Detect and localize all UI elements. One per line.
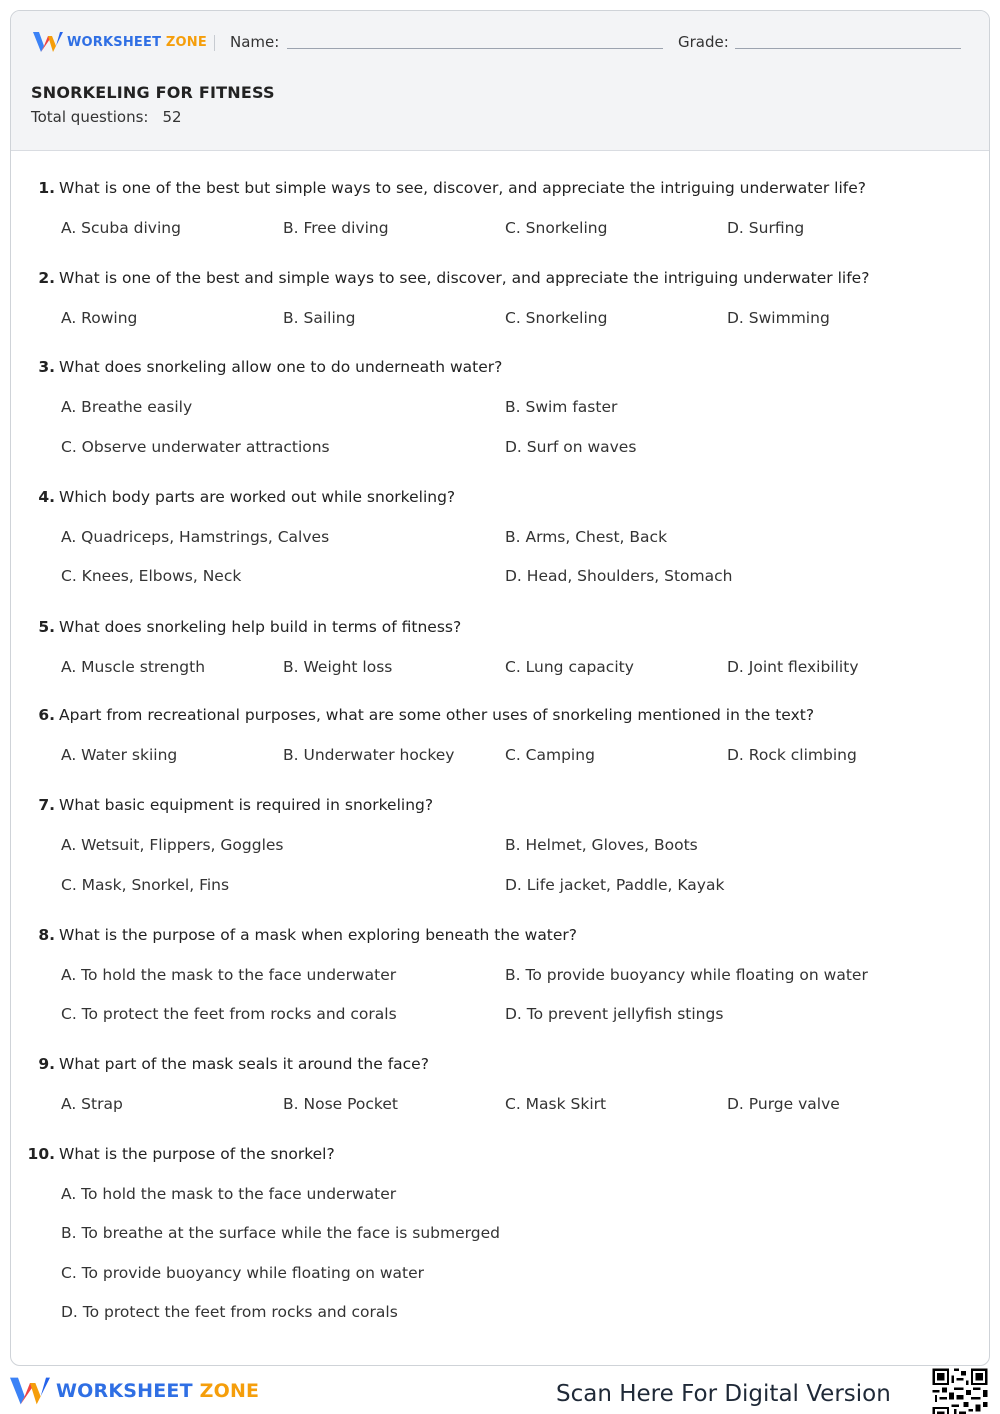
question-number: 1.	[38, 179, 55, 197]
option-d[interactable]: D. Swimming	[727, 309, 830, 327]
option-b[interactable]: B. Sailing	[283, 309, 356, 327]
question-text	[11, 179, 990, 197]
option-b[interactable]: B. To breathe at the surface while the face is submerged	[61, 1224, 500, 1242]
question-text	[11, 269, 990, 287]
option-c[interactable]: C. To provide buoyancy while floating on water	[61, 1264, 425, 1282]
option-b[interactable]: B. Helmet, Gloves, Boots	[505, 836, 698, 854]
option-c[interactable]: C. Mask Skirt	[505, 1095, 607, 1113]
name-field[interactable]	[287, 48, 663, 49]
scan-digital-version-text: Scan Here For Digital Version	[556, 1381, 891, 1407]
option-c[interactable]: C. Knees, Elbows, Neck	[61, 567, 242, 585]
question-prompt: Which body parts are worked out while snorkeling?	[59, 488, 456, 506]
option-a[interactable]: A. Strap	[61, 1095, 123, 1113]
question-number: 2.	[38, 269, 55, 287]
option-b[interactable]: B. Nose Pocket	[283, 1095, 398, 1113]
total-questions-value: 52	[162, 108, 182, 126]
option-c[interactable]: C. Lung capacity	[505, 658, 634, 676]
option-c[interactable]: C. Mask, Snorkel, Fins	[61, 876, 230, 894]
question-number: 9.	[38, 1055, 55, 1073]
brand-word-worksheet: WORKSHEET	[56, 1380, 193, 1402]
worksheet-header	[11, 11, 989, 151]
option-d[interactable]: D. Rock climbing	[727, 746, 857, 764]
question-text	[11, 796, 990, 814]
option-c[interactable]: C. Snorkeling	[505, 219, 608, 237]
option-a[interactable]: A. Breathe easily	[61, 398, 193, 416]
option-c[interactable]: C. Snorkeling	[505, 309, 608, 327]
option-a[interactable]: A. Water skiing	[61, 746, 178, 764]
option-b[interactable]: B. To provide buoyancy while floating on water	[505, 966, 868, 984]
option-c[interactable]: C. Observe underwater attractions	[61, 438, 330, 456]
option-c[interactable]: C. To protect the feet from rocks and corals	[61, 1005, 397, 1023]
question-number: 7.	[38, 796, 55, 814]
option-a[interactable]: A. To hold the mask to the face underwater	[61, 1185, 397, 1203]
grade-field[interactable]	[735, 48, 961, 49]
option-c[interactable]: C. Camping	[505, 746, 595, 764]
option-a[interactable]: A. Wetsuit, Flippers, Goggles	[61, 836, 284, 854]
option-b[interactable]: B. Swim faster	[505, 398, 618, 416]
option-d[interactable]: D. Surfing	[727, 219, 805, 237]
option-a[interactable]: A. Quadriceps, Hamstrings, Calves	[61, 528, 330, 546]
question-text	[11, 618, 990, 636]
question-number: 4.	[38, 488, 55, 506]
option-a[interactable]: A. To hold the mask to the face underwater	[61, 966, 397, 984]
option-a[interactable]: A. Scuba diving	[61, 219, 181, 237]
brand-word-worksheet: WORKSHEET	[67, 34, 162, 50]
question-text	[11, 488, 990, 506]
question-text	[11, 706, 990, 724]
option-a[interactable]: A. Muscle strength	[61, 658, 206, 676]
question-number: 6.	[38, 706, 55, 724]
brand-word-zone: ZONE	[165, 34, 207, 50]
option-a[interactable]: A. Rowing	[61, 309, 138, 327]
option-d[interactable]: D. Life jacket, Paddle, Kayak	[505, 876, 725, 894]
question-prompt: What part of the mask seals it around the face?	[59, 1055, 429, 1073]
question-prompt: What does snorkeling help build in terms of fitness?	[59, 618, 462, 636]
question-prompt: What does snorkeling allow one to do underneath water?	[59, 358, 503, 376]
brand-name	[67, 35, 207, 50]
footer-brand-name	[56, 1380, 259, 1402]
question-number: 5.	[38, 618, 55, 636]
option-d[interactable]: D. Head, Shoulders, Stomach	[505, 567, 733, 585]
question-text	[11, 1145, 990, 1163]
option-d[interactable]: D. To protect the feet from rocks and corals	[61, 1303, 398, 1321]
option-b[interactable]: B. Free diving	[283, 219, 389, 237]
header-divider	[214, 35, 215, 51]
grade-label: Grade:	[678, 33, 729, 51]
option-d[interactable]: D. Purge valve	[727, 1095, 840, 1113]
question-prompt: What is one of the best and simple ways to see, discover, and appreciate the intriguing underwater life?	[59, 269, 870, 287]
qr-code-icon[interactable]	[930, 1366, 990, 1414]
option-b[interactable]: B. Weight loss	[283, 658, 393, 676]
question-prompt: What is the purpose of a mask when exploring beneath the water?	[59, 926, 578, 944]
total-questions	[31, 108, 182, 126]
brand-logo	[33, 31, 207, 53]
page-footer	[0, 1366, 1000, 1414]
question-number: 8.	[38, 926, 55, 944]
worksheet-zone-logo-icon	[10, 1376, 50, 1406]
option-d[interactable]: D. Joint flexibility	[727, 658, 859, 676]
question-text	[11, 358, 990, 376]
brand-word-zone: ZONE	[199, 1380, 260, 1402]
question-prompt: Apart from recreational purposes, what are some other uses of snorkeling mentioned in the text?	[59, 706, 815, 724]
question-prompt: What basic equipment is required in snorkeling?	[59, 796, 434, 814]
question-prompt: What is one of the best but simple ways to see, discover, and appreciate the intriguing underwater life?	[59, 179, 866, 197]
option-d[interactable]: D. Surf on waves	[505, 438, 637, 456]
worksheet-sheet	[10, 10, 990, 1366]
option-b[interactable]: B. Underwater hockey	[283, 746, 455, 764]
total-questions-label: Total questions:	[31, 108, 149, 126]
option-d[interactable]: D. To prevent jellyfish stings	[505, 1005, 724, 1023]
question-number: 10.	[27, 1145, 55, 1163]
worksheet-zone-logo-icon	[33, 31, 63, 53]
name-label: Name:	[230, 33, 280, 51]
question-text	[11, 1055, 990, 1073]
question-prompt: What is the purpose of the snorkel?	[59, 1145, 335, 1163]
question-number: 3.	[38, 358, 55, 376]
option-b[interactable]: B. Arms, Chest, Back	[505, 528, 668, 546]
question-text	[11, 926, 990, 944]
worksheet-title: SNORKELING FOR FITNESS	[31, 83, 275, 102]
footer-brand-logo	[10, 1376, 259, 1406]
